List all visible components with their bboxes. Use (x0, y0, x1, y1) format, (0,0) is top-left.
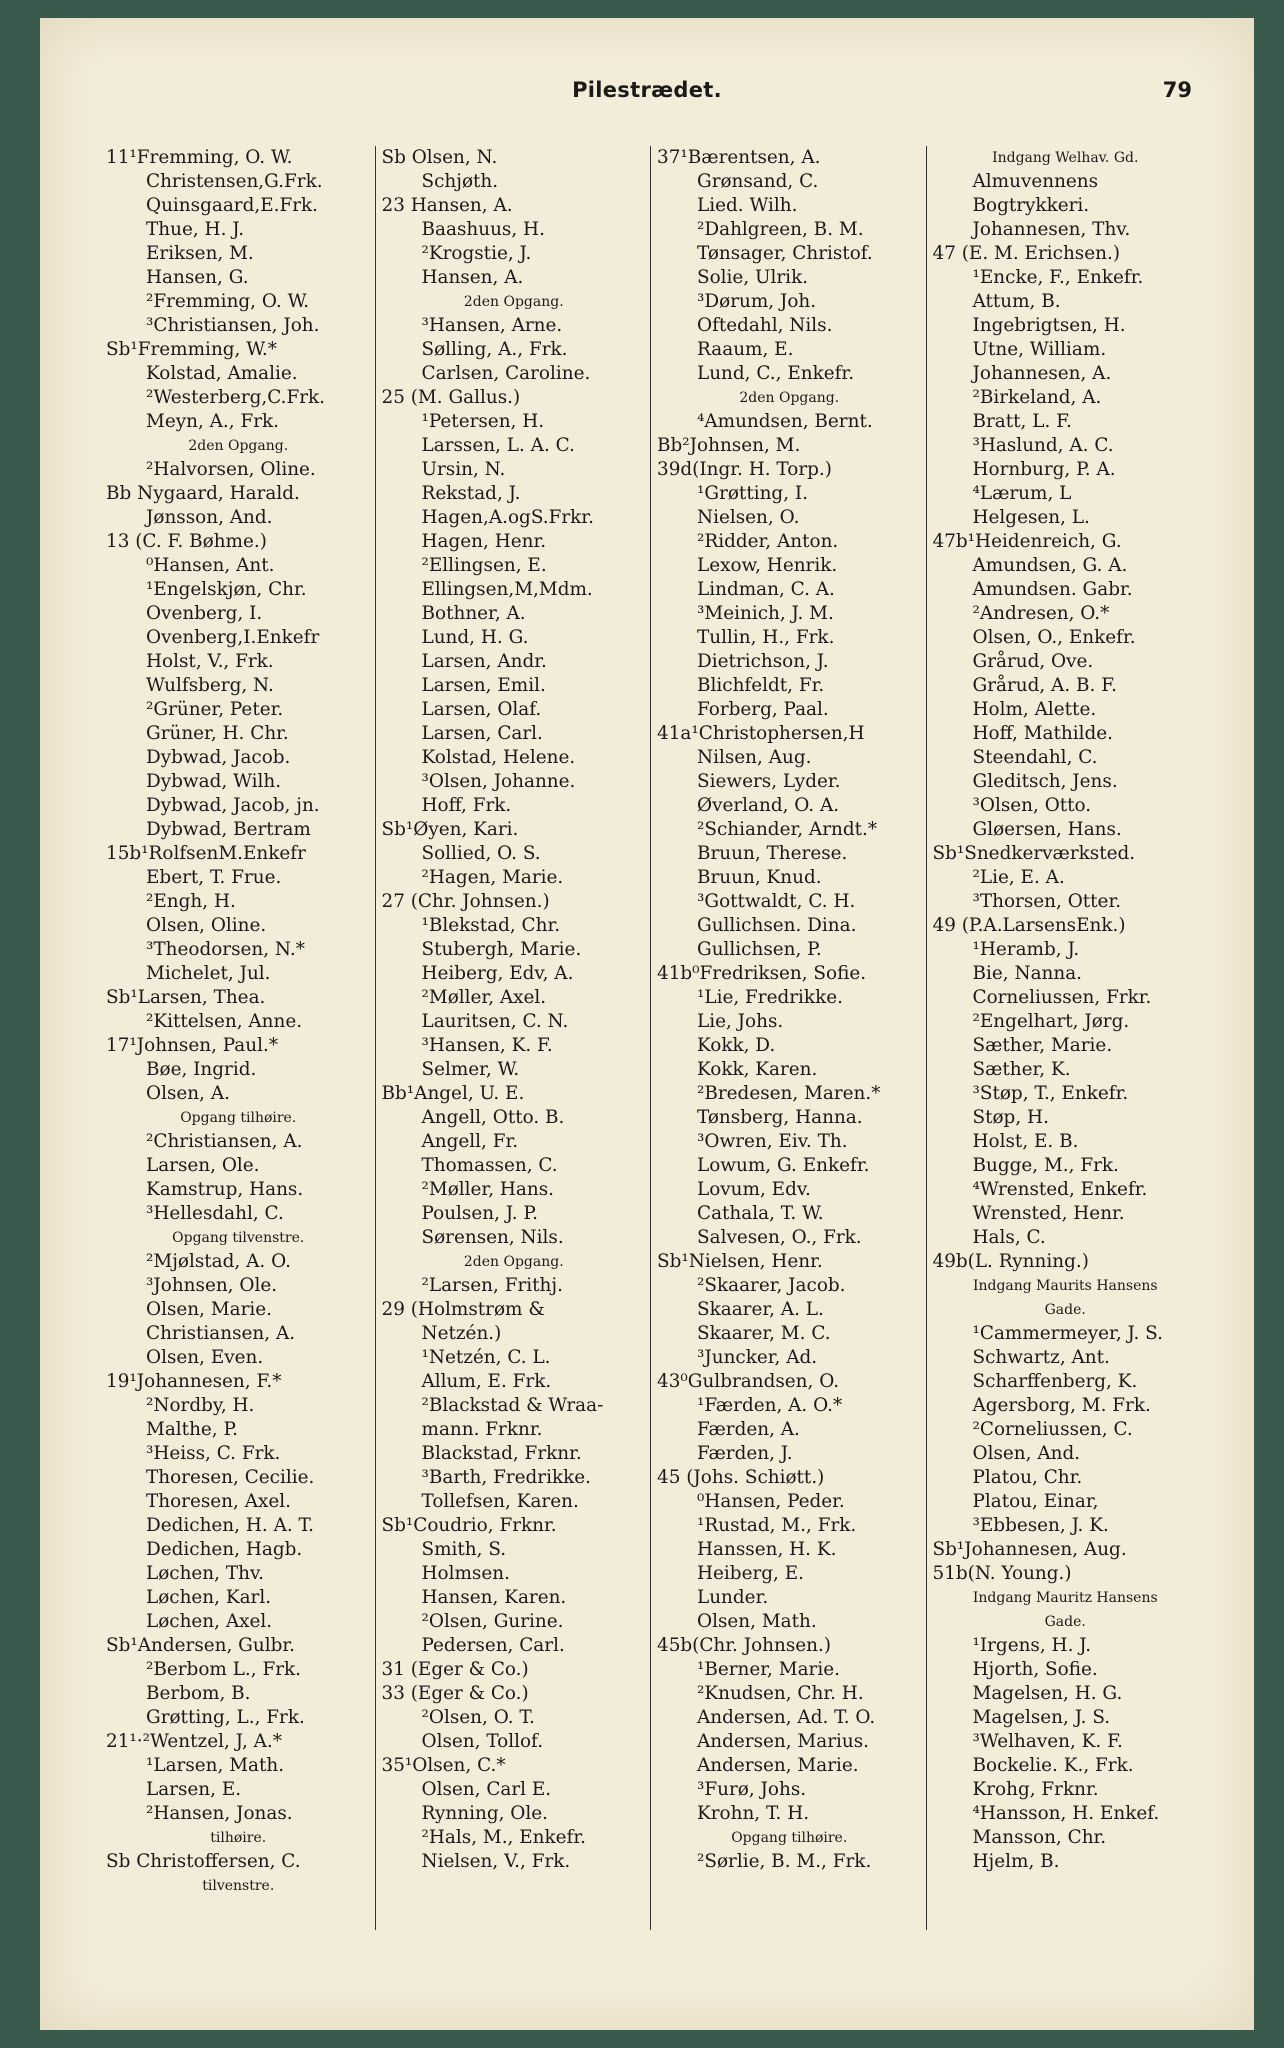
directory-entry: ²Lie, E. A. (972, 867, 1065, 888)
directory-entry: Sørensen, Nils. (421, 1227, 564, 1248)
column-1 (100, 146, 376, 1930)
directory-entry: Larsen, Ole. (146, 1155, 260, 1176)
directory-entry: Jønsson, And. (146, 507, 273, 528)
directory-entry: Dybwad, Wilh. (146, 771, 282, 792)
directory-entry: Støp, H. (972, 1107, 1049, 1128)
directory-entry: Sb Christoffersen, C. (106, 1851, 301, 1872)
directory-entry: Ellingsen,M,Mdm. (421, 579, 593, 600)
directory-entry: Krohn, T. H. (697, 1803, 810, 1824)
directory-entry: Michelet, Jul. (146, 963, 271, 984)
directory-entry: Larsen, Andr. (421, 651, 547, 672)
directory-entry: ²Skaarer, Jacob. (697, 1275, 846, 1296)
directory-note: tilvenstre. (202, 1878, 275, 1894)
directory-entry: Christensen,G.Frk. (146, 171, 323, 192)
directory-entry: Sb¹Nielsen, Henr. (657, 1251, 823, 1272)
directory-entry: ²Olsen, Gurine. (421, 1611, 564, 1632)
directory-entry: Netzén.) (421, 1323, 502, 1344)
directory-entry: ⁴Wrensted, Enkefr. (972, 1179, 1148, 1200)
directory-entry: Lovum, Edv. (697, 1179, 811, 1200)
column-3 (651, 146, 927, 1930)
directory-entry: 45 (Johs. Schiøtt.) (657, 1467, 825, 1488)
directory-entry: Ursin, N. (421, 459, 506, 480)
directory-entry: Helgesen, L. (972, 507, 1090, 528)
directory-entry: 39d(Ingr. H. Torp.) (657, 459, 832, 480)
directory-entry: Sb¹Larsen, Thea. (106, 987, 266, 1008)
directory-entry: Sb¹Andersen, Gulbr. (106, 1635, 295, 1656)
directory-entry: ¹Engelskjøn, Chr. (146, 579, 307, 600)
directory-entry: ²Andresen, O.* (972, 603, 1110, 624)
directory-entry: Hanssen, H. K. (697, 1539, 837, 1560)
directory-entry: ²Engelhart, Jørg. (972, 1011, 1130, 1032)
directory-entry: ¹Færden, A. O.* (697, 1395, 843, 1416)
directory-entry: Kokk, Karen. (697, 1059, 818, 1080)
directory-entry: Platou, Einar, (972, 1491, 1099, 1512)
directory-entry: ¹Petersen, H. (421, 411, 545, 432)
directory-entry: ²Ridder, Anton. (697, 531, 839, 552)
directory-entry: 19¹Johannesen, F.* (106, 1371, 282, 1392)
directory-entry: Olsen, Carl E. (421, 1779, 552, 1800)
directory-entry: 37¹Bærentsen, A. (657, 147, 821, 168)
directory-entry: Heiberg, E. (697, 1563, 804, 1584)
directory-entry: Færden, J. (697, 1443, 793, 1464)
directory-entry: Larsen, Carl. (421, 723, 543, 744)
directory-entry: Olsen, Math. (697, 1611, 817, 1632)
directory-entry: ¹Blekstad, Chr. (421, 915, 561, 936)
directory-entry: Utne, William. (972, 339, 1107, 360)
directory-entry: 11¹Fremming, O. W. (106, 147, 293, 168)
directory-entry: ³Juncker, Ad. (697, 1347, 818, 1368)
directory-entry: Hjelm, B. (972, 1851, 1060, 1872)
directory-entry: ²Berbom L., Frk. (146, 1659, 301, 1680)
directory-entry: Lund, H. G. (421, 627, 529, 648)
directory-entry: Tullin, H., Frk. (697, 627, 835, 648)
directory-entry: Holm, Alette. (972, 699, 1097, 720)
directory-entry: Poulsen, J. P. (421, 1203, 538, 1224)
directory-entry: Larssen, L. A. C. (421, 435, 575, 456)
directory-entry: ³Owren, Eiv. Th. (697, 1131, 848, 1152)
directory-entry: ²Møller, Hans. (421, 1179, 555, 1200)
directory-entry: ⁰Hansen, Ant. (146, 555, 275, 576)
directory-entry: Meyn, A., Frk. (146, 411, 279, 432)
directory-entry: ¹Heramb, J. (972, 939, 1080, 960)
directory-entry: Lunder. (697, 1587, 769, 1608)
directory-entry: Steendahl, C. (972, 747, 1098, 768)
directory-entry: Lindman, C. A. (697, 579, 835, 600)
directory-entry: 41a¹Christophersen,H (657, 723, 865, 744)
directory-entry: ²Nordby, H. (146, 1395, 255, 1416)
directory-entry: Andersen, Marie. (697, 1755, 859, 1776)
directory-entry: Mansson, Chr. (972, 1827, 1107, 1848)
directory-page (40, 18, 1254, 2030)
directory-entry: ²Ellingsen, E. (421, 555, 547, 576)
directory-entry: ¹Lie, Fredrikke. (697, 987, 843, 1008)
directory-entry: 17¹Johnsen, Paul.* (106, 1035, 279, 1056)
directory-entry: Lied. Wilh. (697, 195, 798, 216)
directory-entry: Kokk, D. (697, 1035, 776, 1056)
directory-entry: Hornburg, P. A. (972, 459, 1116, 480)
directory-entry: Sollied, O. S. (421, 843, 541, 864)
directory-entry: 43⁰Gulbrandsen, O. (657, 1371, 840, 1392)
directory-entry: Hansen, A. (421, 267, 524, 288)
directory-entry: Stubergh, Marie. (421, 939, 582, 960)
directory-entry: Larsen, Olaf. (421, 699, 542, 720)
directory-entry: ²Olsen, O. T. (421, 1707, 535, 1728)
directory-entry: Sølling, A., Frk. (421, 339, 568, 360)
directory-entry: Scharffenberg, K. (972, 1371, 1138, 1392)
directory-entry: Carlsen, Caroline. (421, 363, 591, 384)
directory-entry: Malthe, P. (146, 1419, 238, 1440)
directory-entry: Magelsen, J. S. (972, 1707, 1111, 1728)
page-number: 79 (1162, 78, 1192, 102)
directory-entry: Grårud, A. B. F. (972, 675, 1117, 696)
directory-entry: Dietrichson, J. (697, 651, 829, 672)
directory-entry: Forberg, Paal. (697, 699, 829, 720)
directory-entry: ²Knudsen, Chr. H. (697, 1683, 864, 1704)
directory-entry: 49 (P.A.LarsensEnk.) (932, 915, 1126, 936)
directory-entry: ²Christiansen, A. (146, 1131, 303, 1152)
directory-entry: Rynning, Ole. (421, 1803, 548, 1824)
directory-entry: ²Blackstad & Wraa- (421, 1395, 604, 1416)
directory-entry: Eriksen, M. (146, 243, 254, 264)
directory-entry: Corneliussen, Frkr. (972, 987, 1152, 1008)
directory-entry: ³Thorsen, Otter. (972, 891, 1122, 912)
directory-entry: ²Halvorsen, Oline. (146, 459, 316, 480)
directory-entry: Gløersen, Hans. (972, 819, 1122, 840)
directory-entry: ²Dahlgreen, B. M. (697, 219, 864, 240)
directory-entry: Blackstad, Frknr. (421, 1443, 582, 1464)
directory-entry: Sb¹Snedkerværksted. (932, 843, 1136, 864)
directory-entry: Andersen, Ad. T. O. (697, 1707, 876, 1728)
directory-entry: ³Haslund, A. C. (972, 435, 1114, 456)
directory-entry: Lie, Johs. (697, 1011, 784, 1032)
directory-entry: Thoresen, Axel. (146, 1491, 291, 1512)
column-2 (376, 146, 652, 1930)
directory-entry: Hansen, G. (146, 267, 249, 288)
directory-entry: Kolstad, Helene. (421, 747, 576, 768)
directory-entry: Gleditsch, Jens. (972, 771, 1118, 792)
directory-note: 2den Opgang. (188, 438, 289, 454)
directory-entry: mann. Frknr. (421, 1419, 543, 1440)
directory-entry: 25 (M. Gallus.) (381, 387, 521, 408)
directory-entry: Schwartz, Ant. (972, 1347, 1110, 1368)
directory-entry: Angell, Fr. (421, 1131, 519, 1152)
directory-entry: Amundsen. Gabr. (972, 579, 1133, 600)
directory-entry: Allum, E. Frk. (421, 1371, 552, 1392)
directory-entry: ⁴Hansson, H. Enkef. (972, 1803, 1160, 1824)
directory-entry: Almuvennens (972, 171, 1099, 192)
directory-entry: Løchen, Axel. (146, 1611, 273, 1632)
directory-entry: Siewers, Lyder. (697, 771, 841, 792)
directory-entry: ³Furø, Johs. (697, 1779, 807, 1800)
directory-entry: Sb Olsen, N. (381, 147, 498, 168)
directory-entry: Bb¹Angel, U. E. (381, 1083, 525, 1104)
directory-entry: Holst, V., Frk. (146, 651, 274, 672)
directory-note: Indgang Mauritz Hansens (972, 1590, 1158, 1606)
directory-note: Opgang tilhøire. (731, 1830, 848, 1846)
column-4 (927, 146, 1203, 1930)
directory-entry: Attum, B. (972, 291, 1061, 312)
directory-entry: Olsen, A. (146, 1083, 230, 1104)
directory-entry: Sb¹Johannesen, Aug. (932, 1539, 1127, 1560)
directory-entry: Bie, Nanna. (972, 963, 1083, 984)
directory-entry: ⁴Amundsen, Bernt. (697, 411, 873, 432)
directory-entry: ³Gottwaldt, C. H. (697, 891, 856, 912)
directory-entry: ¹Irgens, H. J. (972, 1635, 1092, 1656)
directory-entry: Quinsgaard,E.Frk. (146, 195, 319, 216)
directory-entry: Øverland, O. A. (697, 795, 840, 816)
directory-columns (100, 146, 1202, 1930)
directory-note: 2den Opgang. (463, 1254, 564, 1270)
directory-entry: Andersen, Marius. (697, 1731, 870, 1752)
directory-note: 2den Opgang. (739, 390, 840, 406)
directory-entry: ³Heiss, C. Frk. (146, 1443, 281, 1464)
directory-entry: Olsen, Oline. (146, 915, 267, 936)
directory-entry: Thoresen, Cecilie. (146, 1467, 315, 1488)
directory-entry: ²Kittelsen, Anne. (146, 1011, 303, 1032)
directory-entry: ³Olsen, Johanne. (421, 771, 576, 792)
directory-entry: Bratt, L. F. (972, 411, 1072, 432)
directory-entry: ¹Netzén, C. L. (421, 1347, 551, 1368)
directory-entry: 47b¹Heidenreich, G. (932, 531, 1122, 552)
directory-entry: Bugge, M., Frk. (972, 1155, 1119, 1176)
directory-entry: ³Hellesdahl, C. (146, 1203, 284, 1224)
directory-entry: ³Theodorsen, N.* (146, 939, 305, 960)
directory-entry: ²Mjølstad, A. O. (146, 1251, 291, 1272)
directory-entry: Skaarer, M. C. (697, 1323, 831, 1344)
directory-entry: ⁰Hansen, Peder. (697, 1491, 845, 1512)
directory-entry: Bøe, Ingrid. (146, 1059, 257, 1080)
directory-entry: Krohg, Frknr. (972, 1779, 1099, 1800)
directory-entry: ²Krogstie, J. (421, 243, 532, 264)
directory-entry: Nilsen, Aug. (697, 747, 812, 768)
directory-entry: Bockelie. K., Frk. (972, 1755, 1134, 1776)
directory-entry: Kamstrup, Hans. (146, 1179, 304, 1200)
directory-entry: 29 (Holmstrøm & (381, 1299, 545, 1320)
directory-entry: Dybwad, Jacob. (146, 747, 291, 768)
directory-entry: Hoff, Mathilde. (972, 723, 1114, 744)
directory-entry: ²Hansen, Jonas. (146, 1803, 293, 1824)
directory-entry: Olsen, Marie. (146, 1299, 273, 1320)
directory-entry: Sb¹Øyen, Kari. (381, 819, 519, 840)
directory-entry: Løchen, Karl. (146, 1587, 272, 1608)
directory-entry: 23 Hansen, A. (381, 195, 513, 216)
directory-entry: Heiberg, Edv, A. (421, 963, 574, 984)
directory-entry: Olsen, And. (972, 1443, 1081, 1464)
directory-entry: Olsen, Even. (146, 1347, 264, 1368)
directory-entry: Nielsen, V., Frk. (421, 1851, 571, 1872)
directory-entry: Gullichsen. Dina. (697, 915, 857, 936)
directory-note: Opgang tilhøire. (180, 1110, 297, 1126)
directory-entry: Ingebrigtsen, H. (972, 315, 1126, 336)
directory-entry: Sb¹Fremming, W.* (106, 339, 277, 360)
directory-entry: Johannesen, Thv. (972, 219, 1131, 240)
directory-entry: ³Welhaven, K. F. (972, 1731, 1123, 1752)
directory-entry: ¹Grøtting, I. (697, 483, 809, 504)
directory-entry: 47 (E. M. Erichsen.) (932, 243, 1120, 264)
directory-entry: 27 (Chr. Johnsen.) (381, 891, 550, 912)
directory-entry: Tollefsen, Karen. (421, 1491, 579, 1512)
directory-entry: Dybwad, Jacob, jn. (146, 795, 320, 816)
directory-entry: 33 (Eger & Co.) (381, 1683, 529, 1704)
directory-entry: Grårud, Ove. (972, 651, 1094, 672)
directory-entry: ²Grüner, Peter. (146, 699, 284, 720)
directory-entry: Wrensted, Henr. (972, 1203, 1125, 1224)
directory-entry: Christiansen, A. (146, 1323, 296, 1344)
directory-entry: Ovenberg, I. (146, 603, 263, 624)
directory-entry: Kolstad, Amalie. (146, 363, 298, 384)
directory-entry: Grøtting, L., Frk. (146, 1707, 305, 1728)
directory-entry: Larsen, Emil. (421, 675, 546, 696)
directory-entry: ²Hals, M., Enkefr. (421, 1827, 586, 1848)
directory-entry: Sæther, K. (972, 1059, 1071, 1080)
directory-entry: Selmer, W. (421, 1059, 520, 1080)
directory-entry: Grüner, H. Chr. (146, 723, 289, 744)
directory-entry: ³Støp, T., Enkefr. (972, 1083, 1129, 1104)
directory-entry: Færden, A. (697, 1419, 800, 1440)
directory-entry: Hagen,A.ogS.Frkr. (421, 507, 594, 528)
directory-entry: Holst, E. B. (972, 1131, 1079, 1152)
directory-entry: ²Hagen, Marie. (421, 867, 564, 888)
directory-entry: Smith, S. (421, 1539, 507, 1560)
directory-entry: Solie, Ulrik. (697, 267, 809, 288)
directory-entry: ²Fremming, O. W. (146, 291, 310, 312)
directory-entry: Sb¹Coudrio, Frknr. (381, 1515, 557, 1536)
directory-entry: Oftedahl, Nils. (697, 315, 833, 336)
directory-entry: Hjorth, Sofie. (972, 1659, 1098, 1680)
directory-entry: Dybwad, Bertram (146, 819, 311, 840)
directory-entry: Bogtrykkeri. (972, 195, 1090, 216)
directory-entry: ³Christiansen, Joh. (146, 315, 320, 336)
directory-entry: Angell, Otto. B. (421, 1107, 565, 1128)
directory-entry: ³Hansen, Arne. (421, 315, 563, 336)
directory-entry: ²Birkeland, A. (972, 387, 1102, 408)
directory-entry: 49b(L. Rynning.) (932, 1251, 1089, 1272)
directory-entry: ²Westerberg,C.Frk. (146, 387, 326, 408)
directory-entry: ¹Larsen, Math. (146, 1755, 285, 1776)
directory-entry: ³Olsen, Otto. (972, 795, 1092, 816)
directory-entry: ³Barth, Fredrikke. (421, 1467, 591, 1488)
directory-note: Gade. (1044, 1302, 1086, 1318)
directory-entry: Magelsen, H. G. (972, 1683, 1123, 1704)
directory-entry: Agersborg, M. Frk. (972, 1395, 1151, 1416)
directory-entry: Dedichen, Hagb. (146, 1539, 303, 1560)
directory-entry: Bb²Johnsen, M. (657, 435, 801, 456)
directory-entry: Løchen, Thv. (146, 1563, 265, 1584)
directory-entry: ²Engh, H. (146, 891, 236, 912)
directory-entry: 51b(N. Young.) (932, 1563, 1072, 1584)
directory-entry: Bb Nygaard, Harald. (106, 483, 300, 504)
directory-entry: Grønsand, C. (697, 171, 819, 192)
directory-entry: Ebert, T. Frue. (146, 867, 282, 888)
directory-note: 2den Opgang. (463, 294, 564, 310)
directory-entry: ¹Berner, Marie. (697, 1659, 840, 1680)
directory-entry: ²Corneliussen, C. (972, 1419, 1133, 1440)
directory-entry: ¹Cammermeyer, J. S. (972, 1323, 1163, 1344)
directory-entry: Pedersen, Carl. (421, 1635, 565, 1656)
directory-entry: ⁴Lærum, L (972, 483, 1072, 504)
directory-entry: Rekstad, J. (421, 483, 521, 504)
directory-entry: Platou, Chr. (972, 1467, 1083, 1488)
directory-entry: Wulfsberg, N. (146, 675, 274, 696)
directory-entry: Tønsberg, Hanna. (697, 1107, 863, 1128)
directory-note: Opgang tilvenstre. (172, 1230, 305, 1246)
directory-entry: Bothner, A. (421, 603, 526, 624)
directory-entry: ³Meinich, J. M. (697, 603, 834, 624)
directory-entry: Dedichen, H. A. T. (146, 1515, 314, 1536)
directory-note: Gade. (1044, 1614, 1086, 1630)
directory-entry: Lund, C., Enkefr. (697, 363, 855, 384)
directory-entry: Schjøth. (421, 171, 499, 192)
directory-entry: Johannesen, A. (972, 363, 1112, 384)
directory-entry: Hoff, Frk. (421, 795, 512, 816)
directory-entry: Lexow, Henrik. (697, 555, 838, 576)
directory-entry: 35¹Olsen, C.* (381, 1755, 506, 1776)
directory-note: Indgang Welhav. Gd. (992, 150, 1139, 166)
directory-entry: Baashuus, H. (421, 219, 545, 240)
directory-entry: 15b¹RolfsenM.Enkefr (106, 843, 306, 864)
directory-entry: ²Larsen, Frithj. (421, 1275, 563, 1296)
directory-entry: Hagen, Henr. (421, 531, 547, 552)
directory-entry: Nielsen, O. (697, 507, 800, 528)
directory-entry: 13 (C. F. Bøhme.) (106, 531, 267, 552)
directory-entry: ²Møller, Axel. (421, 987, 547, 1008)
directory-entry: Salvesen, O., Frk. (697, 1227, 862, 1248)
page-title: Pilestrædet. (572, 78, 722, 102)
directory-entry: Raaum, E. (697, 339, 794, 360)
directory-entry: Hals, C. (972, 1227, 1046, 1248)
directory-entry: ²Bredesen, Maren.* (697, 1083, 881, 1104)
directory-entry: Holmsen. (421, 1563, 510, 1584)
directory-entry: Berbom, B. (146, 1683, 251, 1704)
directory-entry: Tønsager, Christof. (697, 243, 873, 264)
directory-entry: ³Hansen, K. F. (421, 1035, 553, 1056)
directory-entry: ³Johnsen, Ole. (146, 1275, 278, 1296)
directory-note: tilhøire. (210, 1830, 267, 1846)
directory-entry: Cathala, T. W. (697, 1203, 824, 1224)
directory-entry: ³Dørum, Joh. (697, 291, 817, 312)
directory-entry: Amundsen, G. A. (972, 555, 1128, 576)
page-header (40, 78, 1254, 118)
directory-entry: Thue, H. J. (146, 219, 245, 240)
directory-entry: Bruun, Knud. (697, 867, 822, 888)
directory-entry: 21¹·²Wentzel, J, A.* (106, 1731, 282, 1752)
directory-entry: Thomassen, C. (421, 1155, 558, 1176)
directory-entry: ¹Rustad, M., Frk. (697, 1515, 857, 1536)
directory-entry: ³Ebbesen, J. K. (972, 1515, 1109, 1536)
directory-entry: ¹Encke, F., Enkefr. (972, 267, 1144, 288)
directory-entry: Lauritsen, C. N. (421, 1011, 569, 1032)
directory-entry: ²Schiander, Arndt.* (697, 819, 878, 840)
directory-entry: Larsen, E. (146, 1779, 242, 1800)
directory-entry: Lowum, G. Enkefr. (697, 1155, 870, 1176)
directory-entry: Hansen, Karen. (421, 1587, 567, 1608)
directory-entry: Skaarer, A. L. (697, 1299, 824, 1320)
directory-entry: 45b(Chr. Johnsen.) (657, 1635, 832, 1656)
directory-entry: Olsen, Tollof. (421, 1731, 544, 1752)
directory-entry: Ovenberg,I.Enkefr (146, 627, 320, 648)
directory-entry: 31 (Eger & Co.) (381, 1659, 529, 1680)
directory-entry: Bruun, Therese. (697, 843, 848, 864)
directory-entry: 41b⁰Fredriksen, Sofie. (657, 963, 867, 984)
directory-entry: Sæther, Marie. (972, 1035, 1113, 1056)
directory-entry: Olsen, O., Enkefr. (972, 627, 1136, 648)
directory-entry: Blichfeldt, Fr. (697, 675, 825, 696)
directory-entry: ²Sørlie, B. M., Frk. (697, 1851, 872, 1872)
directory-note: Indgang Maurits Hansens (972, 1278, 1158, 1294)
directory-entry: Gullichsen, P. (697, 939, 822, 960)
